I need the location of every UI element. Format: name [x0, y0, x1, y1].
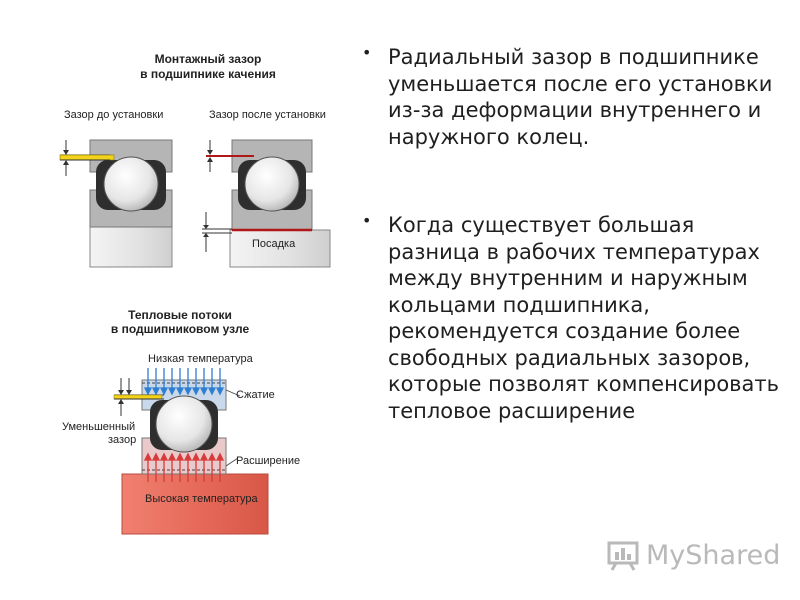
bullet-list: [362, 44, 782, 424]
bullet-marker: •: [362, 43, 372, 62]
bullet-item: [362, 44, 782, 150]
chart-board-icon: [606, 538, 640, 572]
diagram2-title-line2: в подшипниковом узле: [110, 322, 250, 336]
bullet-marker: •: [362, 211, 372, 230]
watermark-text: MyShared: [646, 539, 781, 571]
label-fit: Посадка: [252, 238, 296, 250]
bearing-before-installation: [60, 140, 172, 267]
label-gap-after: Зазор после установки: [209, 109, 326, 121]
label-reduced-gap-line2: зазор: [108, 434, 137, 446]
bullet-item: [362, 212, 782, 424]
watermark: [606, 538, 780, 572]
label-high-temperature: Высокая температура: [145, 493, 258, 505]
bullet-text: Когда существует большая разница в рабочих температурах между внутренним и наружным кольцами подшипника, рекомендуется создание более свободных радиальных зазоров, которые позволят компенсировать тепловое расширение: [388, 213, 780, 423]
label-low-temperature: Низкая температура: [148, 353, 253, 365]
bearing-diagrams: [0, 0, 360, 600]
label-compression: Сжатие: [236, 389, 275, 401]
label-gap-before: Зазор до установки: [64, 109, 164, 121]
label-expansion: Расширение: [236, 455, 301, 467]
bullet-text: Радиальный зазор в подшипнике уменьшается после его установки из-за деформации внутреннего и наружного колец.: [388, 45, 773, 149]
bearing-after-installation: [202, 140, 330, 267]
label-reduced-gap-line1: Уменьшенный: [62, 421, 136, 433]
diagram1-title-line1: Монтажный зазор: [154, 52, 262, 66]
diagram2-title-line1: Тепловые потоки: [128, 308, 232, 322]
diagram1-title-line2: в подшипнике качения: [140, 67, 276, 81]
